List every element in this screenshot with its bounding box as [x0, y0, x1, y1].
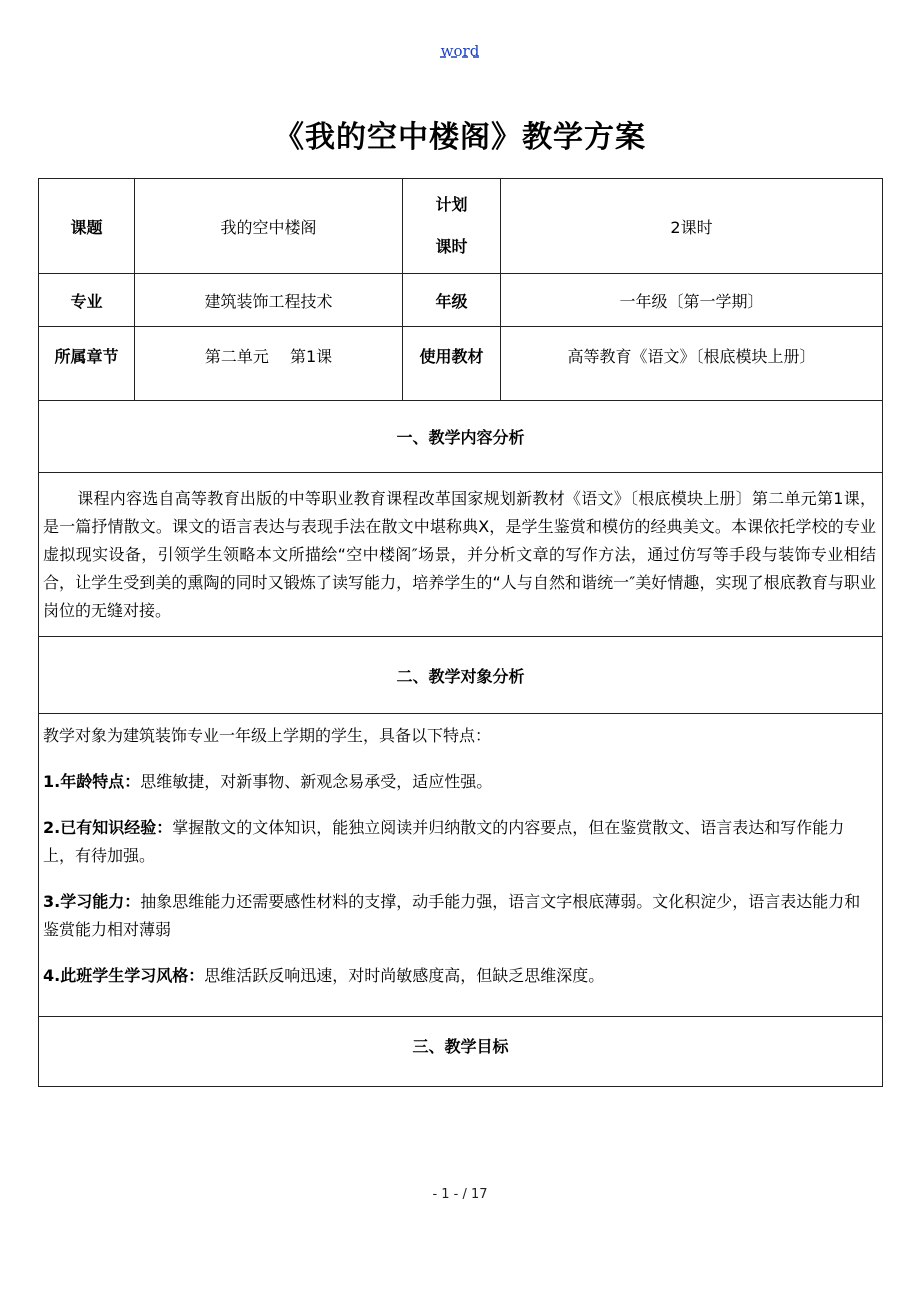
section3-heading: 三、教学目标 — [39, 1017, 883, 1087]
section1-body-row — [39, 473, 883, 637]
section2-heading: 二、教学对象分析 — [39, 637, 883, 714]
list-item-label: 2.已有知识经验： — [43, 818, 173, 837]
section1-body-text: 课程内容选自高等教育出版的中等职业教育课程改革国家规划新教材《语文》〔根底模块上册〕第二单元第1课，是一篇抒情散文。课文的语言表达与表现手法在散文中堪称典X，是学生鉴赏和模仿的经典美文。本课依托学校的专业虚拟现实设备，引领学生领略本文所描绘“空中楼阁″场景，并分析文章的写作方法，通过仿写等手段与装饰专业相结合，让学生受到美的熏陶的同时又锻炼了读写能力，培养学生的“人与自然和谐统一″美好情趣，实现了根底教育与职业岗位的无缝对接。 — [43, 488, 876, 620]
list-item — [43, 814, 876, 870]
label-planned-hours — [403, 179, 501, 274]
value-chapter: 第二单元 第1课 — [135, 327, 403, 401]
list-item-label: 3.学习能力： — [43, 892, 141, 911]
info-row-major — [39, 274, 883, 327]
list-item — [43, 768, 876, 796]
label-chapter: 所属章节 — [39, 327, 135, 401]
label-grade: 年级 — [403, 274, 501, 327]
section3-heading-row — [39, 1017, 883, 1087]
label-planned-hours-line2: 课时 — [435, 237, 468, 256]
section1-heading-row — [39, 401, 883, 473]
label-major: 专业 — [39, 274, 135, 327]
document-title: 《我的空中楼阁》教学方案 — [274, 120, 646, 155]
value-topic: 我的空中楼阁 — [135, 179, 403, 274]
list-item-text: 抽象思维能力还需要感性材料的支撑，动手能力强，语言文字根底薄弱。文化积淀少，语言表达能力和鉴赏能力相对薄弱 — [43, 892, 861, 939]
section2-body-row — [39, 714, 883, 1017]
list-item-text: 思维敏捷，对新事物、新观念易承受，适应性强。 — [140, 772, 493, 791]
label-textbook: 使用教材 — [403, 327, 501, 401]
list-item — [43, 888, 876, 944]
lesson-plan-table — [38, 178, 883, 1087]
header-word-link[interactable]: word — [440, 42, 480, 60]
info-row-chapter — [39, 327, 883, 401]
section2-heading-row — [39, 637, 883, 714]
list-item — [43, 962, 876, 990]
label-planned-hours-line1: 计划 — [435, 195, 468, 214]
list-item-label: 1.年龄特点： — [43, 772, 141, 791]
value-major: 建筑装饰工程技术 — [135, 274, 403, 327]
page-number: - 1 - / 17 — [432, 1187, 488, 1202]
list-item-text: 掌握散文的文体知识，能独立阅读并归纳散文的内容要点，但在鉴赏散文、语言表达和写作能力上，有待加强。 — [43, 818, 845, 865]
section2-body — [39, 714, 883, 1017]
list-item-text: 思维活跃反响迅速，对时尚敏感度高，但缺乏思维深度。 — [204, 966, 605, 985]
value-planned-hours: 2课时 — [501, 179, 883, 274]
value-textbook: 高等教育《语文》〔根底模块上册〕 — [501, 327, 883, 401]
value-grade: 一年级〔第一学期〕 — [501, 274, 883, 327]
list-item-label: 4.此班学生学习风格： — [43, 966, 205, 985]
section1-body — [39, 473, 883, 637]
section1-heading: 一、教学内容分析 — [39, 401, 883, 473]
section2-intro: 教学对象为建筑装饰专业一年级上学期的学生，具备以下特点： — [43, 726, 492, 745]
label-topic: 课题 — [39, 179, 135, 274]
info-row-topic — [39, 179, 883, 274]
